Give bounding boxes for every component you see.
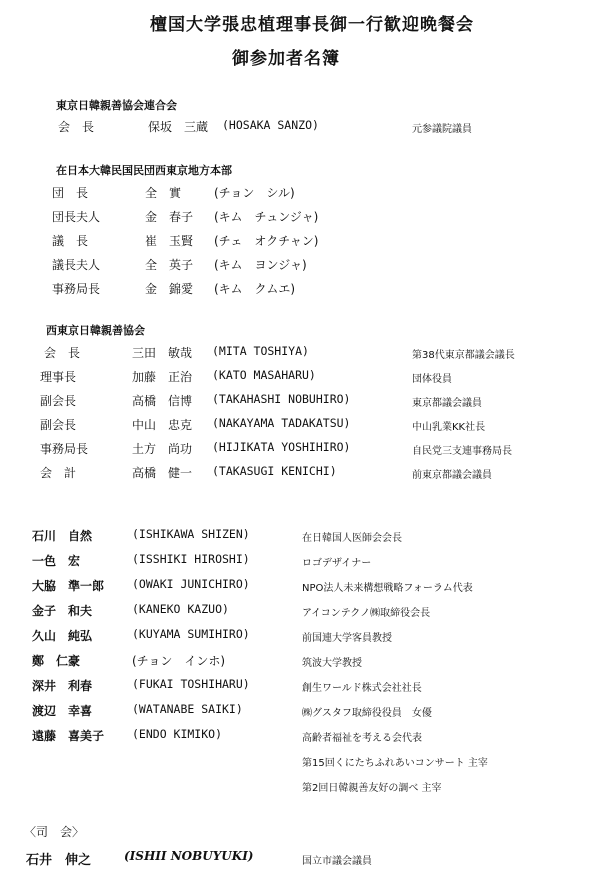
guest-reading: (ISHIKAWA SHIZEN) bbox=[132, 527, 250, 541]
member-role: 副会長 bbox=[40, 394, 77, 408]
member-reading: (キム チュンジャ) bbox=[214, 210, 319, 224]
guest-note: アイコンテクノ㈱取締役会長 bbox=[302, 608, 431, 619]
member-reading: (キム ヨンジャ) bbox=[214, 258, 307, 272]
member-reading: (HIJIKATA YOSHIHIRO) bbox=[212, 440, 351, 454]
member-name: 中山 忠克 bbox=[132, 418, 193, 432]
member-note: 第38代東京都議会議長 bbox=[412, 350, 515, 361]
member-reading: (NAKAYAMA TADAKATSU) bbox=[212, 416, 351, 430]
member-name: 高橋 健一 bbox=[132, 466, 193, 480]
table-row bbox=[0, 652, 613, 676]
guest-extra-note: 第15回くにたちふれあいコンサート 主宰 bbox=[302, 758, 488, 769]
member-name: 金 錦愛 bbox=[145, 282, 194, 296]
member-role: 議長夫人 bbox=[52, 258, 101, 272]
section-heading-mindan: 在日本大韓民国民団西東京地方本部 bbox=[56, 164, 232, 177]
guest-name: 遠藤 喜美子 bbox=[32, 729, 105, 743]
emcee-reading: (ISHII NOBUYUKI) bbox=[124, 849, 254, 863]
member-name: 全 實 bbox=[145, 186, 182, 200]
guest-note: ロゴデザイナー bbox=[302, 558, 372, 569]
member-role: 事務局長 bbox=[40, 442, 89, 456]
table-row bbox=[0, 184, 613, 208]
member-name: 土方 尚功 bbox=[132, 442, 193, 456]
section-heading-tokyo-federation: 東京日韓親善協会連合会 bbox=[56, 99, 177, 112]
member-reading: (チェ オクチャン) bbox=[214, 234, 319, 248]
document-subtitle: 御参加者名簿 bbox=[232, 49, 340, 69]
table-row bbox=[0, 392, 613, 416]
table-row bbox=[0, 702, 613, 726]
table-row bbox=[0, 577, 613, 601]
table-row bbox=[0, 256, 613, 280]
guest-name: 渡辺 幸喜 bbox=[32, 704, 93, 718]
guest-reading: (KUYAMA SUMIHIRO) bbox=[132, 627, 250, 641]
member-role: 理事長 bbox=[40, 370, 77, 384]
member-reading: (TAKASUGI KENICHI) bbox=[212, 464, 337, 478]
guest-reading: (WATANABE SAIKI) bbox=[132, 702, 243, 716]
member-role: 事務局長 bbox=[52, 282, 101, 296]
member-reading: (MITA TOSHIYA) bbox=[212, 344, 309, 358]
guest-reading: (ISSHIKI HIROSHI) bbox=[132, 552, 250, 566]
member-reading: (TAKAHASHI NOBUHIRO) bbox=[212, 392, 351, 406]
member-note: 中山乳業KK社長 bbox=[412, 422, 486, 433]
guest-reading: (チョン インホ) bbox=[132, 654, 226, 668]
guest-name: 一色 宏 bbox=[32, 554, 81, 568]
guest-name: 金子 和夫 bbox=[32, 604, 93, 618]
member-role: 団 長 bbox=[52, 186, 89, 200]
table-row bbox=[0, 677, 613, 701]
member-name: 加藤 正治 bbox=[132, 370, 193, 384]
table-row bbox=[0, 280, 613, 304]
guest-name: 久山 純弘 bbox=[32, 629, 93, 643]
guest-note: NPO法人未来構想戦略フォーラム代表 bbox=[302, 583, 473, 594]
table-row bbox=[0, 727, 613, 751]
member-note: 東京都議会議員 bbox=[412, 398, 482, 409]
member-name: 保坂 三蔵 bbox=[148, 120, 209, 134]
guest-reading: (ENDO KIMIKO) bbox=[132, 727, 223, 741]
table-row bbox=[0, 527, 613, 551]
table-row bbox=[0, 208, 613, 232]
table-row bbox=[0, 368, 613, 392]
member-name: 高橋 信博 bbox=[132, 394, 193, 408]
table-row bbox=[0, 118, 613, 142]
guest-name: 深井 利春 bbox=[32, 679, 93, 693]
guest-note: 在日韓国人医師会会長 bbox=[302, 533, 402, 544]
guest-note: 高齢者福祉を考える会代表 bbox=[302, 733, 422, 744]
table-row bbox=[0, 416, 613, 440]
member-role: 団長夫人 bbox=[52, 210, 101, 224]
table-row bbox=[0, 627, 613, 651]
guest-note: 創生ワールド株式会社社長 bbox=[302, 683, 422, 694]
guest-name: 大脇 準一郎 bbox=[32, 579, 105, 593]
table-row bbox=[0, 344, 613, 368]
member-reading: (HOSAKA SANZO) bbox=[222, 118, 319, 132]
member-role: 副会長 bbox=[40, 418, 77, 432]
member-note: 自民党三支連事務局長 bbox=[412, 446, 512, 457]
member-role: 会 長 bbox=[44, 346, 81, 360]
emcee-row bbox=[0, 849, 613, 873]
guest-name: 鄭 仁豪 bbox=[32, 654, 81, 668]
member-name: 三田 敏哉 bbox=[132, 346, 193, 360]
emcee-heading: 〈司 会〉 bbox=[24, 825, 85, 839]
document-title: 檀国大学張忠植理事長御一行歓迎晩餐会 bbox=[150, 15, 474, 35]
member-role: 会 長 bbox=[58, 120, 95, 134]
member-reading: (キム クムエ) bbox=[214, 282, 296, 296]
member-note: 団体役員 bbox=[412, 374, 452, 385]
table-row bbox=[0, 232, 613, 256]
guest-note: 筑波大学教授 bbox=[302, 658, 362, 669]
guest-reading: (FUKAI TOSHIHARU) bbox=[132, 677, 250, 691]
table-row bbox=[0, 552, 613, 576]
member-role: 会 計 bbox=[40, 466, 77, 480]
member-role: 議 長 bbox=[52, 234, 89, 248]
guest-extra-note: 第2回日韓親善友好の調べ 主宰 bbox=[302, 783, 442, 794]
emcee-note: 国立市議会議員 bbox=[302, 856, 372, 867]
guest-note: 前国連大学客員教授 bbox=[302, 633, 392, 644]
section-heading-west-tokyo-association: 西東京日韓親善協会 bbox=[46, 324, 145, 337]
guest-reading: (KANEKO KAZUO) bbox=[132, 602, 229, 616]
guest-reading: (OWAKI JUNICHIRO) bbox=[132, 577, 250, 591]
emcee-name: 石井 伸之 bbox=[26, 853, 92, 868]
member-reading: (チョン シル) bbox=[214, 186, 295, 200]
table-row bbox=[0, 464, 613, 488]
table-row bbox=[0, 440, 613, 464]
member-reading: (KATO MASAHARU) bbox=[212, 368, 316, 382]
guest-note: ㈱グスタフ取締役役員 女優 bbox=[302, 708, 432, 719]
member-note: 前東京都議会議員 bbox=[412, 470, 492, 481]
member-name: 金 春子 bbox=[145, 210, 194, 224]
member-name: 全 英子 bbox=[145, 258, 194, 272]
table-row bbox=[0, 602, 613, 626]
member-name: 崔 玉賢 bbox=[145, 234, 194, 248]
guest-name: 石川 自然 bbox=[32, 529, 93, 543]
member-note: 元参議院議員 bbox=[412, 124, 472, 135]
